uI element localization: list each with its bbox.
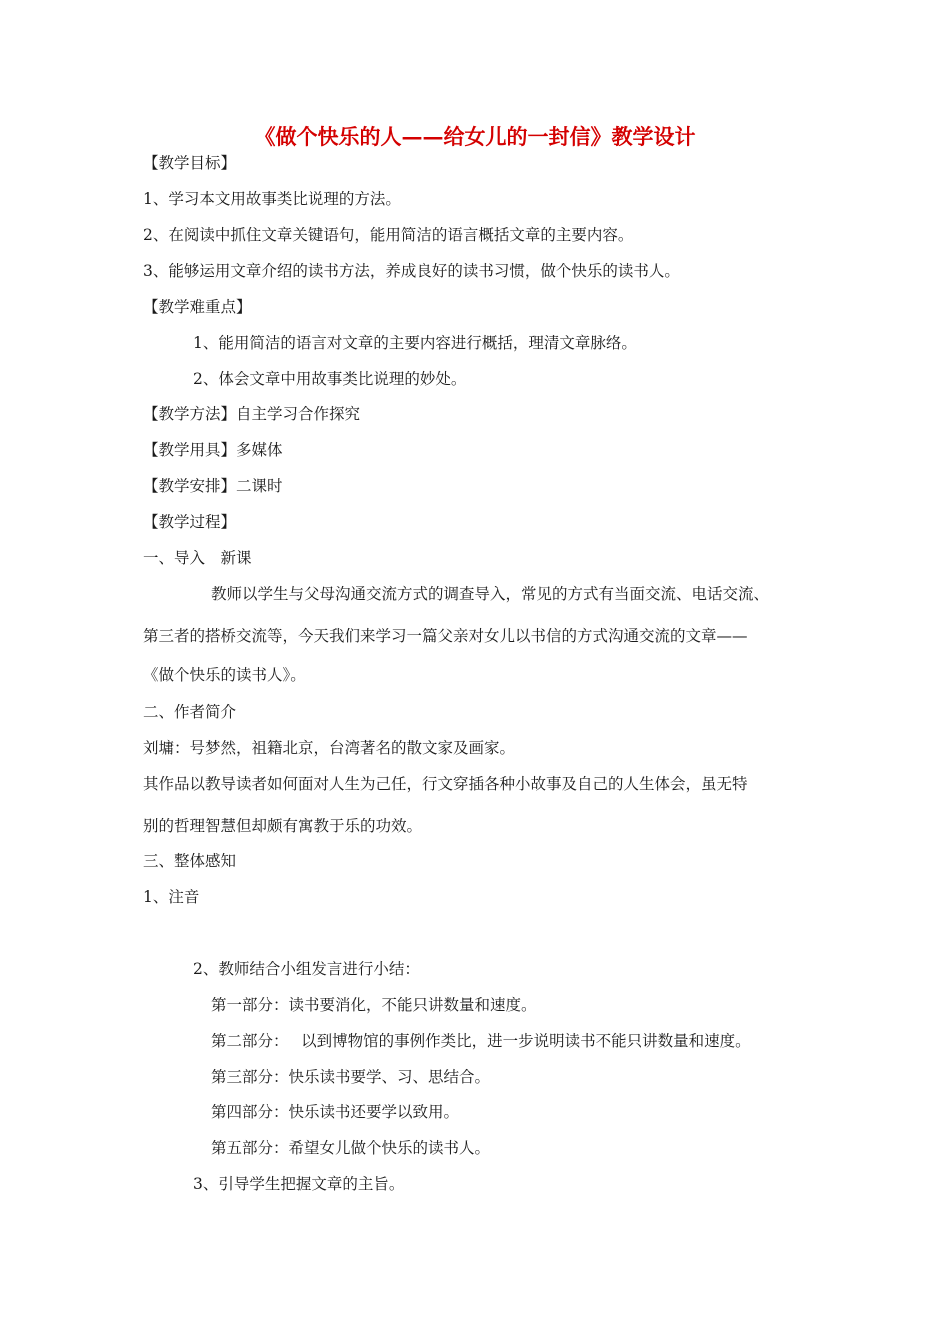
section-heading: 二、作者简介 [143, 703, 237, 721]
part-summary: 第一部分：读书要消化，不能只讲数量和速度。 [211, 996, 537, 1014]
paragraph-line: 教师以学生与父母沟通交流方式的调查导入，常见的方式有当面交流、电话交流、 [211, 585, 770, 603]
objective-item: 3、能够运用文章介绍的读书方法，养成良好的读书习惯，做个快乐的读书人。 [143, 262, 680, 280]
key-point-item: 1、能用简洁的语言对文章的主要内容进行概括，理清文章脉络。 [193, 334, 637, 352]
list-item: 2、教师结合小组发言进行小结： [193, 960, 420, 978]
objective-item: 2、在阅读中抓住文章关键语句，能用简洁的语言概括文章的主要内容。 [143, 226, 634, 244]
part-summary: 第二部分： 以到博物馆的事例作类比，进一步说明读书不能只讲数量和速度。 [211, 1032, 751, 1050]
key-points-heading: 【教学难重点】 [143, 298, 252, 316]
paragraph-line: 别的哲理智慧但却颇有寓教于乐的功效。 [143, 817, 423, 835]
teaching-tools: 【教学用具】多媒体 [143, 441, 283, 459]
objectives-heading: 【教学目标】 [143, 154, 237, 172]
paragraph-line: 《做个快乐的读书人》。 [143, 666, 306, 684]
paragraph-line: 其作品以教导读者如何面对人生为己任，行文穿插各种小故事及自己的人生体会，虽无特 [143, 775, 748, 793]
list-item: 3、引导学生把握文章的主旨。 [193, 1175, 405, 1193]
section-heading: 一、导入 新课 [143, 549, 252, 567]
objective-item: 1、学习本文用故事类比说理的方法。 [143, 190, 401, 208]
part-summary: 第三部分：快乐读书要学、习、思结合。 [211, 1068, 491, 1086]
list-item: 1、注音 [143, 888, 200, 906]
paragraph-line: 第三者的搭桥交流等，今天我们来学习一篇父亲对女儿以书信的方式沟通交流的文章—— [143, 627, 748, 645]
author-line: 刘墉：号梦然，祖籍北京，台湾著名的散文家及画家。 [143, 739, 516, 757]
key-point-item: 2、体会文章中用故事类比说理的妙处。 [193, 370, 467, 388]
section-heading: 三、整体感知 [143, 852, 237, 870]
part-summary: 第五部分：希望女儿做个快乐的读书人。 [211, 1139, 491, 1157]
part-summary: 第四部分：快乐读书还要学以致用。 [211, 1103, 460, 1121]
document-title: 《做个快乐的人——给女儿的一封信》教学设计 [254, 124, 696, 149]
teaching-method: 【教学方法】自主学习合作探究 [143, 405, 361, 423]
teaching-schedule: 【教学安排】二课时 [143, 477, 283, 495]
process-heading: 【教学过程】 [143, 513, 237, 531]
